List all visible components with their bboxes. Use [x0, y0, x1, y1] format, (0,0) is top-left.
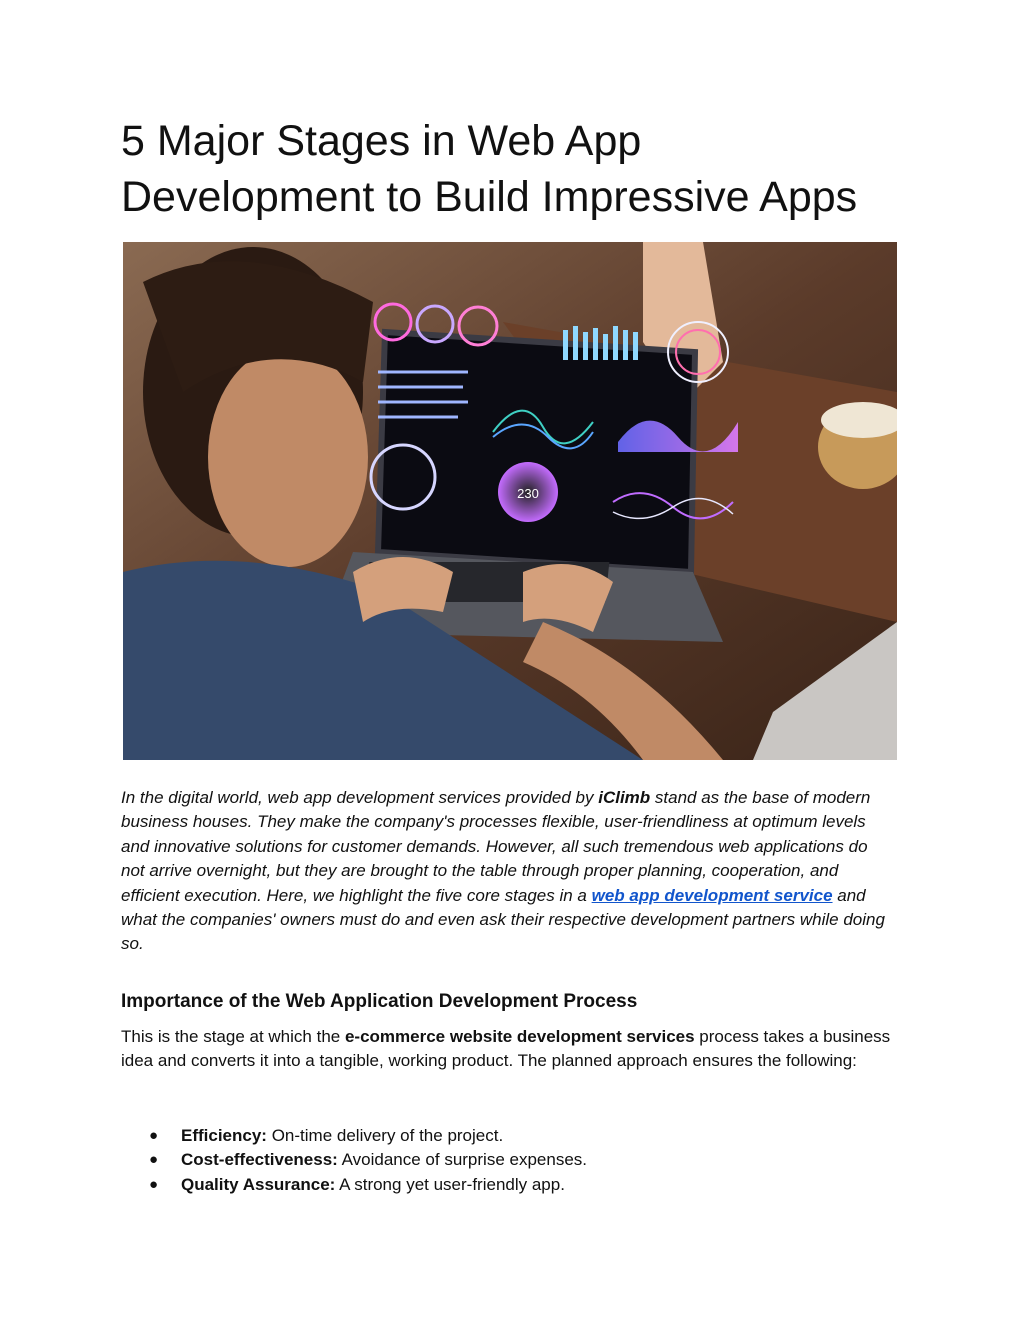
benefits-list	[121, 1124, 821, 1197]
benefit-label: Quality Assurance:	[181, 1174, 336, 1194]
section-text-1: This is the stage at which the	[121, 1027, 345, 1046]
benefit-text: On-time delivery of the project.	[266, 1126, 504, 1145]
benefit-label: Cost-effectiveness:	[181, 1150, 338, 1170]
bullet-icon: ●	[149, 1127, 159, 1144]
screen-gauge-value: 230	[517, 486, 539, 501]
brand-name: iClimb	[598, 788, 651, 807]
section-heading: Importance of the Web Application Development Process	[121, 991, 638, 1012]
title-line-2: Development to Build Impressive Apps	[121, 173, 858, 221]
list-item	[121, 1148, 821, 1172]
intro-text-1: In the digital world, web app development services provided by	[121, 788, 599, 807]
section-paragraph	[121, 1025, 891, 1074]
title-line-1: 5 Major Stages in Web App	[121, 117, 642, 165]
section-bold-term: e-commerce website development services	[344, 1027, 695, 1046]
intro-paragraph	[121, 786, 891, 957]
page-title	[121, 113, 901, 225]
list-item	[121, 1124, 821, 1148]
bullet-icon: ●	[149, 1151, 159, 1169]
web-app-development-service-link[interactable]: web app development service	[591, 885, 833, 905]
benefit-text: Avoidance of surprise expenses.	[337, 1150, 588, 1170]
intro-text-3: and what the companies' owners must do and even ask their respective development partners while doing so.	[121, 885, 885, 954]
list-item	[121, 1173, 821, 1197]
bullet-icon: ●	[149, 1175, 159, 1193]
hero-image	[123, 242, 897, 760]
benefit-text: A strong yet user-friendly app.	[335, 1174, 565, 1194]
benefit-label: Efficiency:	[181, 1126, 267, 1145]
intro-text-2: stand as the base of modern business houses. They make the company's processes flexible, user-friendliness at optimum levels and innovative solutions for customer demands. However, all such tremendous web applications do not arrive overnight, but they are brought to the table through proper planning, cooperation, and efficient execution. Here, we highlight the five core stages in a	[121, 788, 871, 905]
hero-illustration	[123, 242, 897, 760]
section-text-2: process takes a business idea and converts it into a tangible, working product. The planned approach ensures the following:	[121, 1027, 891, 1071]
